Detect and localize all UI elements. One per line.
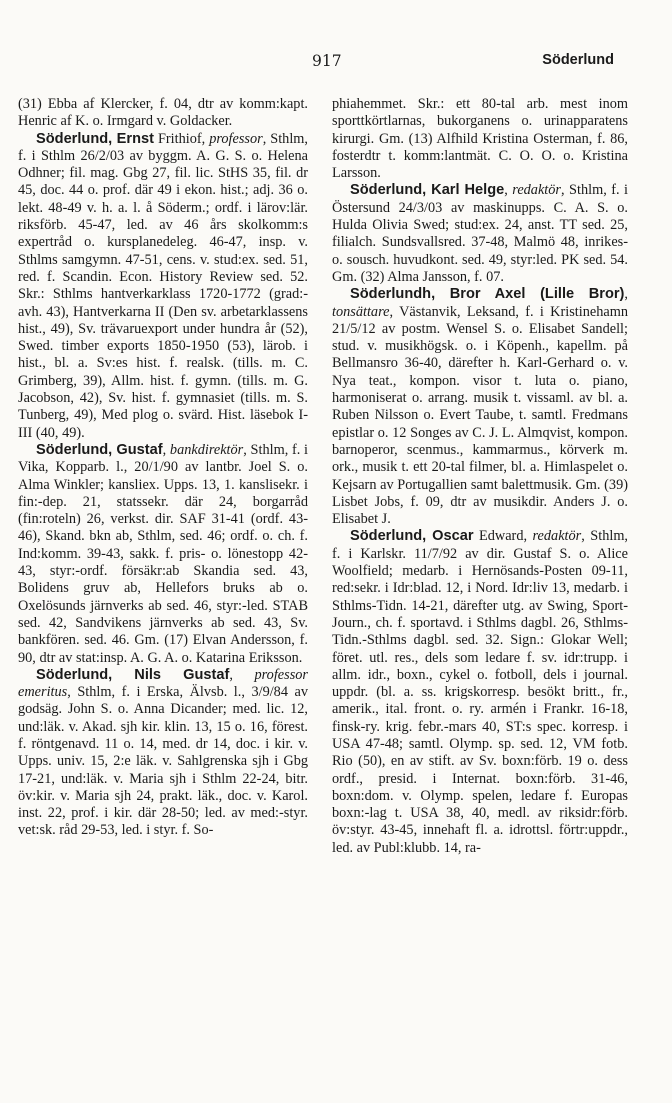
entry-title: tonsättare bbox=[332, 303, 390, 320]
entry-text: (31) Ebba af Klercker, f. 04, dtr av komm:kapt. Henric af K. o. Irmgard v. Goldacker. bbox=[18, 96, 308, 130]
right-column bbox=[332, 96, 628, 857]
entry-title: redaktör bbox=[532, 528, 582, 545]
entry-title: professor emeritus bbox=[18, 666, 308, 701]
entry-title: redaktör bbox=[512, 182, 561, 199]
entry-helge-soderlund bbox=[332, 182, 628, 286]
running-head: Söderlund bbox=[542, 52, 614, 68]
entry-nils-gustaf-soderlund bbox=[18, 667, 308, 840]
entry-text: , Sthlm, f. i Sthlm 26/2/03 av byggm. A. G. S. o. Helena Odhner; fil. mag. Gbg 27, fil. lic. StHS 35, fil. dr 45, doc. 44 o. prof. där 49 i ekon. hist.; adj. 36 o. lekt. 48-49 v. h. a. l. å Söderm.; ordf. i lärov:lär. riksförb. 45-47, led. av 46 års skolkomm:s expertråd o. kursplanedeleg. 46-47, insp. v. Sthlms samgymn. 47-51, cens. v. stud:ex. sed. 51, red. f. Scandin. Econ. History Review sed. 52. Skr.: Sthlms hantverkarklass 1720-1772 (grad:-avh. 43), Hantverkarna II (Den sv. arbetarklassens hist., 49), Sv. trävaruexport under hundra år (52), Swed. timber exports 1850-1950 (53), lärob. i hist., bl. a. Sv:es hist. f. realsk. (tills. m. C. Grimberg, 39), Allm. hist. f. gymn. (tills. m. G. Jacobson, 42), Sv. hist. f. gymnasiet (tills. m. S. Tunberg, 49), Med plog o. svärd. Hist. läsebok I-III (40, 49). bbox=[18, 130, 308, 441]
entry-title: professor bbox=[209, 130, 263, 147]
left-column bbox=[18, 96, 308, 840]
entry-continuation bbox=[18, 96, 308, 131]
entry-text: phiahemmet. Skr.: ett 80-tal arb. mest inom sporttkörtlarnas, bukorganens o. urinapparatens kirurgi. Gm. (13) Alfhild Kristina Osterman, f. 86, fosterdtr t. komm:lantmät. C. O. O. o. Kristina Larsson. bbox=[332, 96, 628, 182]
entry-given-name: , bbox=[504, 182, 513, 199]
entry-given-name: Edward, bbox=[473, 528, 533, 545]
entry-ernst-soderlund bbox=[18, 131, 308, 442]
entry-text: , Sthlm, f. i Östersund 24/3/03 av maskinupps. C. A. S. o. Hulda Olivia Swed; stud:ex. 24, anst. TT sed. 25, filialch. Sundsvallsred. 37-48, Malmö 48, inrikes- o. sousch. huvudkont. sed. 49, styr:led. PK sed. 54. Gm. (32) Alma Jansson, f. 07. bbox=[332, 182, 629, 285]
entry-headword: Söderlund, Nils Gustaf bbox=[36, 666, 230, 683]
entry-headword: Söderlund, Oscar bbox=[350, 528, 474, 545]
entry-lille-bror-soderlundh bbox=[332, 286, 628, 528]
entry-gustaf-soderlund bbox=[18, 442, 308, 667]
entry-given-name: , bbox=[229, 666, 255, 683]
entry-text: , Sthlm, f. i Karlskr. 11/7/92 av dir. Gustaf S. o. Alice Woolfield; medarb. i Hernösands-Posten 09-11, red:sekr. i Idr:blad. 12, i Nord. Idr:liv 13, medarb. i Sthlms-Tidn. 14-21, därefter utg. av Swing, Sport-Journ., ch. f. sportavd. i Sthlms dagbl. 26, Sthlms-Tidn.-Sthlms dagbl. sed. 32. Sign.: Glokar Well; föret. utl. res., dels som ledare f. sv. idr:trupp. i allm. idr., boxn., cykel o. fotboll, dels i journal. uppdr. (bl. a. ss. krigskorresp. besökt britt., fr., amerik., ital. front. o. ry. armén i Frankr. 16-18, finsk-ry. krig. febr.-mars 40, ST:s spec. korresp. i USA 47-48; samtl. Olymp. sp. sed. 12, VM fotb. Rio (50), en av stift. av Sv. boxn:förb. 19 o. dess ordf., presid. i Internat. boxn:förb. 31-46, boxn:dom. v. Olymp. spelen, ledare f. Europas boxn:-lag t. USA 38, 40, medl. av riksidr:förb. öv:styr. 43-45, innehaft fl. a. idrottsl. förtr:uppdr., led. av Publ:klubb. 14, ra- bbox=[332, 528, 629, 856]
entry-text: , Västanvik, Leksand, f. i Kristinehamn 21/5/12 av postm. Wensel S. o. Elisabet Sandell; stud. v. musikhögsk. o. i Köpenh., kapellm. på Bellmansro 36-40, därefter h. Karl-Gerhard o. v. Nya teat., kompon. visor t. luta o. piano, harmoniserat o. arrang. musik t. vissaml. av bl. a. Ruben Nilsson o. Evert Taube, t. samtl. Fredmans epistlar o. 12 Songes av C. J. L. Almqvist, kompon. barnoperor, scenmus., kammarmus., körverk m. ork., musik t. ett 20-tal filmer, bl. a. Himlaspelet o. Kejsarn av Portugallien samt balettmusik. Gm. (39) Lisbet Jobs, f. 09, dtr av musikdir. Anders J. o. Elisabet J. bbox=[332, 303, 628, 528]
entry-headword: Söderlund, Gustaf bbox=[36, 441, 163, 458]
entry-headword: Söderlund, Ernst bbox=[36, 130, 154, 147]
entry-headword: Söderlund, Karl Helge bbox=[350, 182, 505, 199]
entry-given-name: , bbox=[624, 286, 628, 303]
page-number: 917 bbox=[312, 52, 342, 70]
entry-text: , Sthlm, f. i Vika, Kopparb. l., 20/1/90 av lantbr. Joel S. o. Alma Winkler; kansliex. Upps. 13, 1. kanslisekr. i fin:-dep. 21, statssekr. där 24, borgarråd (fin:roteln) 26, verkst. dir. SAF 31-41 (ordf. 43-46), Skand. bkn ab, Sthlm, sed. 46; ordf. o. ch. f. Ind:komm. 39-43, sakk. f. pris- o. lönestopp 42-43, styr:-ordf. försäkr:ab Skandia sed. 43, Bolidens gruv ab, Hellefors bruks ab o. Oxelösunds järnverks ab sed. 46, styr:-led. STAB sed. 42, Sandvikens järnverks ab sed. 43, Sv. bankfören. sed. 46. Gm. (17) Elvan Andersson, f. 90, dtr av stat:insp. A. G. A. o. Katarina Eriksson. bbox=[18, 441, 309, 666]
entry-given-name: , bbox=[162, 441, 170, 458]
entry-text: , Sthlm, f. i Erska, Älvsb. l., 3/9/84 av godsäg. John S. o. Anna Dicander; med. lic. 12, und:läk. v. Akad. sjh kir. klin. 13, 15 o. 16, förest. f. röntgenavd. 11 o. 14, med. dr 14, doc. i kir. v. Upps. univ. 15, 2:e läk. v. Sahlgrenska sjh i Gbg 17-21, und:läk. v. Maria sjh i Sthlm 22-24, bitr. öv:kir. v. Maria sjh 24, prakt. läk., doc. v. Karol. inst. 22, prof. i kir. där 28-50; led. av med:-styr. vet:sk. råd 29-53, led. i styr. f. So- bbox=[18, 684, 308, 839]
entry-title: bankdirektör bbox=[169, 441, 244, 458]
entry-given-name: Frithiof, bbox=[153, 130, 210, 147]
entry-continuation bbox=[332, 96, 628, 182]
entry-oscar-soderlund bbox=[332, 528, 628, 857]
page-header bbox=[0, 52, 672, 76]
entry-headword: Söderlundh, Bror Axel (Lille Bror) bbox=[350, 286, 625, 303]
